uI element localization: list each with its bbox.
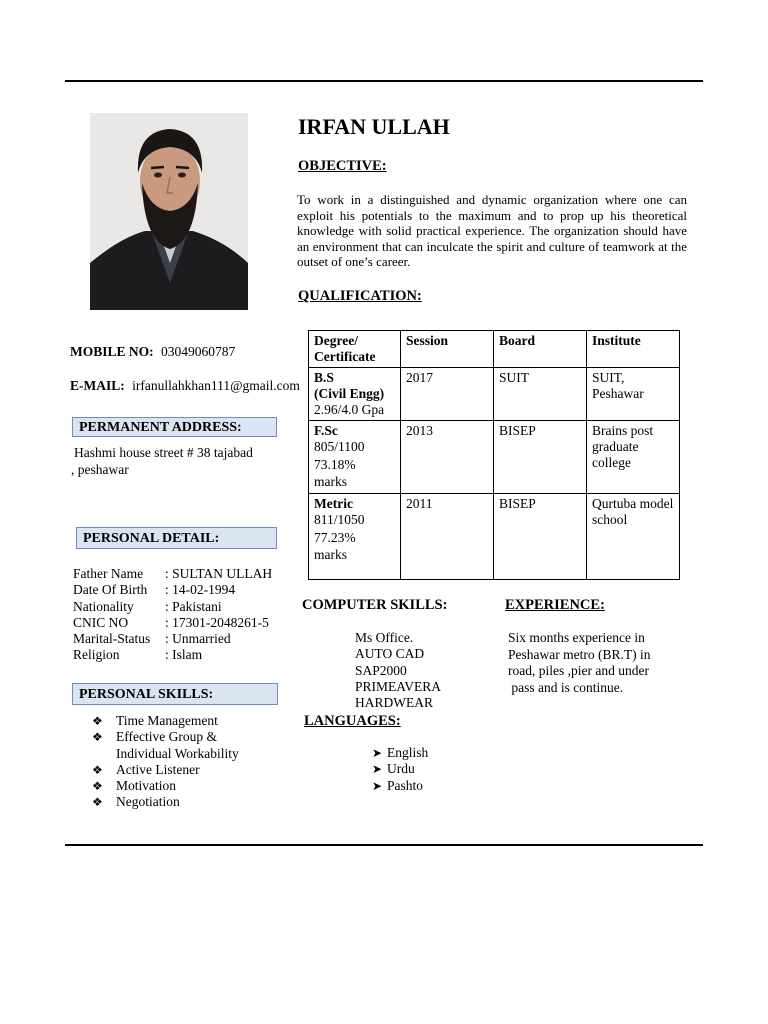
degree-name: Metric xyxy=(314,496,353,511)
objective-text: To work in a distinguished and dynamic organization where one can exploit his potentials to the maximum and to prop up his theoretical knowledge with solid practical experience. The organization should have an environment that can inculcate the spirit and culture of teamwork at the outset of one’s career. xyxy=(297,192,687,269)
degree-percent: 77.23% xyxy=(314,530,356,545)
cell-session: 2011 xyxy=(401,494,494,580)
languages-heading: LANGUAGES: xyxy=(304,713,401,729)
address-line-1: Hashmi house street # 38 tajabad xyxy=(74,445,253,460)
cell-institute: Brains post graduate college xyxy=(587,421,680,494)
top-rule xyxy=(65,80,703,82)
cell-board: BISEP xyxy=(494,494,587,580)
detail-row xyxy=(73,599,272,615)
header-board: Board xyxy=(494,331,587,368)
experience-line: Peshawar metro (BR.T) in xyxy=(508,646,651,662)
diamond-bullet-icon: ❖ xyxy=(92,714,103,728)
skill-text: Motivation xyxy=(116,778,176,794)
degree-marks: 805/1100 xyxy=(314,439,365,454)
list-item: Ms Office. xyxy=(355,630,414,645)
detail-value: : Unmarried xyxy=(165,631,231,647)
computer-skills-heading: COMPUTER SKILLS: xyxy=(302,597,448,613)
list-item: HARDWEAR xyxy=(355,695,433,711)
degree-marks: 811/1050 xyxy=(314,512,365,527)
list-item xyxy=(92,778,239,794)
list-item xyxy=(92,794,239,810)
experience-line: Six months experience in xyxy=(508,630,645,645)
cell-institute: Qurtuba model school xyxy=(587,494,680,580)
detail-label: Father Name xyxy=(73,566,144,581)
list-item xyxy=(92,746,239,762)
diamond-bullet-icon: ❖ xyxy=(92,779,103,794)
diamond-bullet-icon: ❖ xyxy=(92,730,103,745)
table-header-row xyxy=(309,331,680,368)
diamond-bullet-icon: ❖ xyxy=(92,795,103,810)
cell-board: SUIT xyxy=(494,368,587,421)
detail-value: : 17301-2048261-5 xyxy=(165,614,269,630)
detail-label: Nationality xyxy=(73,598,134,614)
cell-degree xyxy=(309,368,401,421)
detail-row xyxy=(73,582,272,598)
table-row xyxy=(309,368,680,421)
detail-value: : Pakistani xyxy=(165,598,222,614)
detail-row xyxy=(73,647,272,663)
skill-text: Time Management xyxy=(116,713,218,728)
cell-degree xyxy=(309,494,401,580)
list-item xyxy=(92,729,239,745)
diamond-bullet-icon: ❖ xyxy=(92,762,103,777)
degree-unit: marks xyxy=(314,474,347,489)
header-institute: Institute xyxy=(587,331,680,368)
candidate-name: IRFAN ULLAH xyxy=(298,114,450,139)
detail-label: Marital-Status xyxy=(73,631,151,647)
detail-row xyxy=(73,631,272,647)
language-text: Pashto xyxy=(387,777,424,793)
detail-row xyxy=(73,615,272,631)
qualification-heading: QUALIFICATION: xyxy=(298,288,422,304)
email-label: E-MAIL: xyxy=(70,378,125,393)
list-item xyxy=(372,761,428,777)
list-item xyxy=(372,745,428,761)
degree-name: F.Sc xyxy=(314,423,338,438)
arrow-bullet-icon: ➤ xyxy=(372,746,383,760)
address-line-2: , peshawar xyxy=(71,462,129,477)
list-item xyxy=(92,713,239,729)
arrow-bullet-icon: ➤ xyxy=(372,762,383,777)
detail-row xyxy=(73,566,272,582)
computer-skills-list xyxy=(355,630,441,711)
degree-sub: (Civil Engg) xyxy=(314,386,385,401)
detail-label: CNIC NO xyxy=(73,614,129,630)
objective-heading: OBJECTIVE: xyxy=(298,158,387,174)
degree-name: B.S xyxy=(314,370,334,385)
degree-score: 2.96/4.0 Gpa xyxy=(314,402,385,417)
address-text xyxy=(71,444,253,478)
skill-text: Active Listener xyxy=(116,761,200,777)
list-item: AUTO CAD xyxy=(355,646,425,662)
header-degree: Degree/ Certificate xyxy=(309,331,401,368)
mobile-line xyxy=(70,344,235,360)
detail-label: Date Of Birth xyxy=(73,582,148,598)
detail-value: : 14-02-1994 xyxy=(165,582,236,598)
detail-label: Religion xyxy=(73,647,120,663)
header-session: Session xyxy=(401,331,494,368)
bottom-rule xyxy=(65,844,703,846)
cell-degree xyxy=(309,421,401,494)
cell-session: 2013 xyxy=(401,421,494,494)
arrow-bullet-icon: ➤ xyxy=(372,778,383,793)
detail-value: : SULTAN ULLAH xyxy=(165,566,273,581)
table-row xyxy=(309,421,680,494)
languages-list xyxy=(372,745,428,794)
personal-detail-heading: PERSONAL DETAIL: xyxy=(76,527,277,549)
table-row xyxy=(309,494,680,580)
list-item: SAP2000 xyxy=(355,662,407,678)
detail-value: : Islam xyxy=(165,647,203,663)
mobile-label: MOBILE NO: xyxy=(70,344,154,359)
email-address[interactable]: irfanullahkhan111@gmail.com xyxy=(132,378,300,393)
skill-text: Individual Workability xyxy=(116,745,239,761)
experience-line: road, piles ,pier and under xyxy=(508,663,649,679)
cell-institute: SUIT, Peshawar xyxy=(587,368,680,421)
profile-photo xyxy=(90,113,248,310)
degree-percent: 73.18% xyxy=(314,457,356,472)
list-item xyxy=(372,778,428,794)
degree-unit: marks xyxy=(314,547,347,562)
permanent-address-heading: PERMANENT ADDRESS: xyxy=(72,417,277,437)
qualification-table xyxy=(308,330,680,580)
skill-text: Effective Group & xyxy=(116,729,217,745)
experience-line: pass and is continue. xyxy=(508,680,624,696)
personal-detail-list xyxy=(73,566,272,664)
language-text: Urdu xyxy=(387,761,415,777)
language-text: English xyxy=(387,745,429,760)
experience-heading: EXPERIENCE: xyxy=(505,597,605,613)
cell-session: 2017 xyxy=(401,368,494,421)
cell-board: BISEP xyxy=(494,421,587,494)
experience-text xyxy=(508,630,650,697)
personal-skills-list xyxy=(92,713,239,811)
skill-text: Negotiation xyxy=(116,794,180,810)
personal-skills-heading: PERSONAL SKILLS: xyxy=(72,683,278,705)
list-item: PRIMEAVERA xyxy=(355,678,442,694)
email-line xyxy=(70,378,300,394)
list-item xyxy=(92,762,239,778)
mobile-number: 03049060787 xyxy=(161,344,236,359)
